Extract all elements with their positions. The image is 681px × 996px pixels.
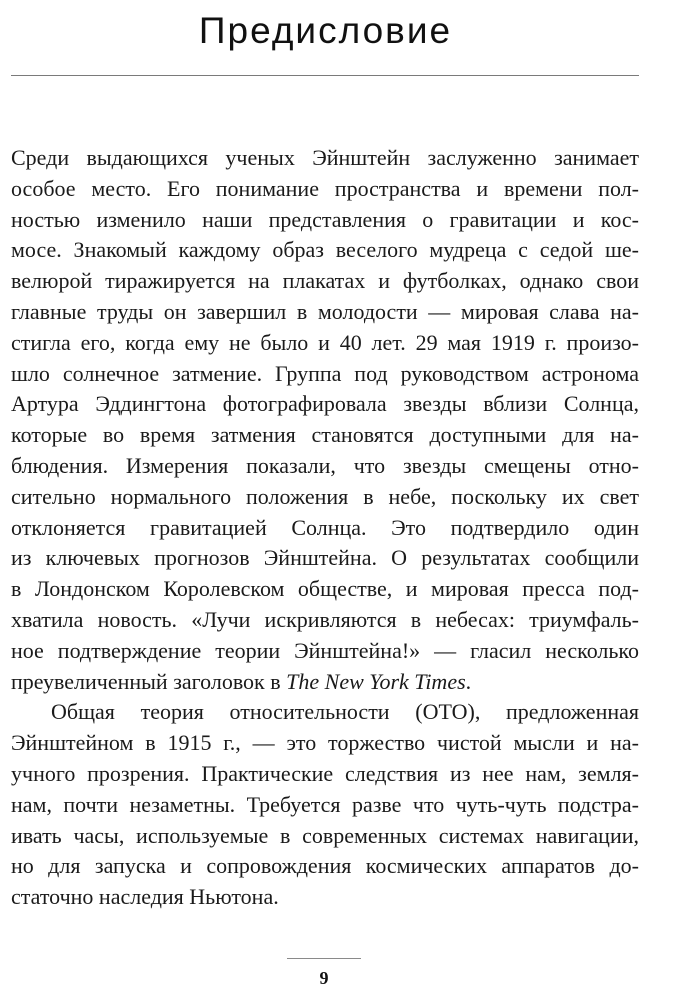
publication-title: The New York Times	[286, 668, 466, 694]
text-line: но для запуска и сопровождения космических аппаратов до-	[11, 853, 639, 879]
text-line: Эйнштейном в 1915 г., — это торжество чистой мысли и на-	[11, 730, 639, 756]
text-fragment: .	[465, 668, 472, 694]
page-title: Предисловие	[198, 10, 453, 51]
paragraph-1	[11, 143, 639, 697]
text-line: ностью изменило наши представления о гравитации и кос-	[11, 206, 639, 232]
text-line: статочно наследия Ньютона.	[11, 884, 279, 910]
text-line: сительно нормального положения в небе, поскольку их свет	[11, 483, 639, 509]
text-line: которые во время затмения становятся доступными для на-	[11, 422, 639, 448]
main-text	[11, 143, 639, 913]
text-line: нам, почти незаметны. Требуется разве что чуть-чуть подстра-	[11, 791, 639, 817]
text-line: шло солнечное затмение. Группа под руководством астронома	[11, 360, 639, 386]
title-divider	[11, 75, 639, 76]
text-line: велюрой тиражируется на плакатах и футболках, однако свои	[11, 268, 639, 294]
text-line: из ключевых прогнозов Эйнштейна. О результатах сообщили	[11, 545, 639, 571]
text-line	[11, 667, 639, 698]
text-line: стигла его, когда ему не было и 40 лет. 29 мая 1919 г. произо-	[11, 329, 639, 355]
text-line: блюдения. Измерения показали, что звезды смещены отно-	[11, 452, 639, 478]
text-line: хватила новость. «Лучи искривляются в небесах: триумфаль-	[11, 606, 639, 632]
text-line: мосе. Знакомый каждому образ веселого мудреца с седой ше-	[11, 237, 639, 263]
text-line: в Лондонском Королевском обществе, и мировая пресса под-	[11, 576, 639, 602]
text-line: ное подтверждение теории Эйнштейна!» — гласил несколько	[11, 637, 639, 663]
text-line: Среди выдающихся ученых Эйнштейн заслуженно занимает	[11, 145, 639, 170]
text-line: особое место. Его понимание пространства и времени пол-	[11, 175, 639, 201]
paragraph-2	[11, 697, 639, 913]
text-line: главные труды он завершил в молодости — мировая слава на-	[11, 298, 639, 324]
text-line: Артура Эддингтона фотографировала звезды вблизи Солнца,	[11, 391, 639, 417]
footer-divider	[287, 958, 361, 959]
text-line: отклоняется гравитацией Солнца. Это подтвердило один	[11, 514, 639, 540]
page-number: 9	[319, 968, 329, 988]
text-line: учного прозрения. Практические следствия из нее нам, земля-	[11, 760, 639, 786]
text-fragment: преувеличенный заголовок в	[11, 668, 287, 694]
text-line: Общая теория относительности (ОТО), предложенная	[51, 699, 639, 725]
text-line: ивать часы, используемые в современных системах навигации,	[11, 822, 639, 848]
